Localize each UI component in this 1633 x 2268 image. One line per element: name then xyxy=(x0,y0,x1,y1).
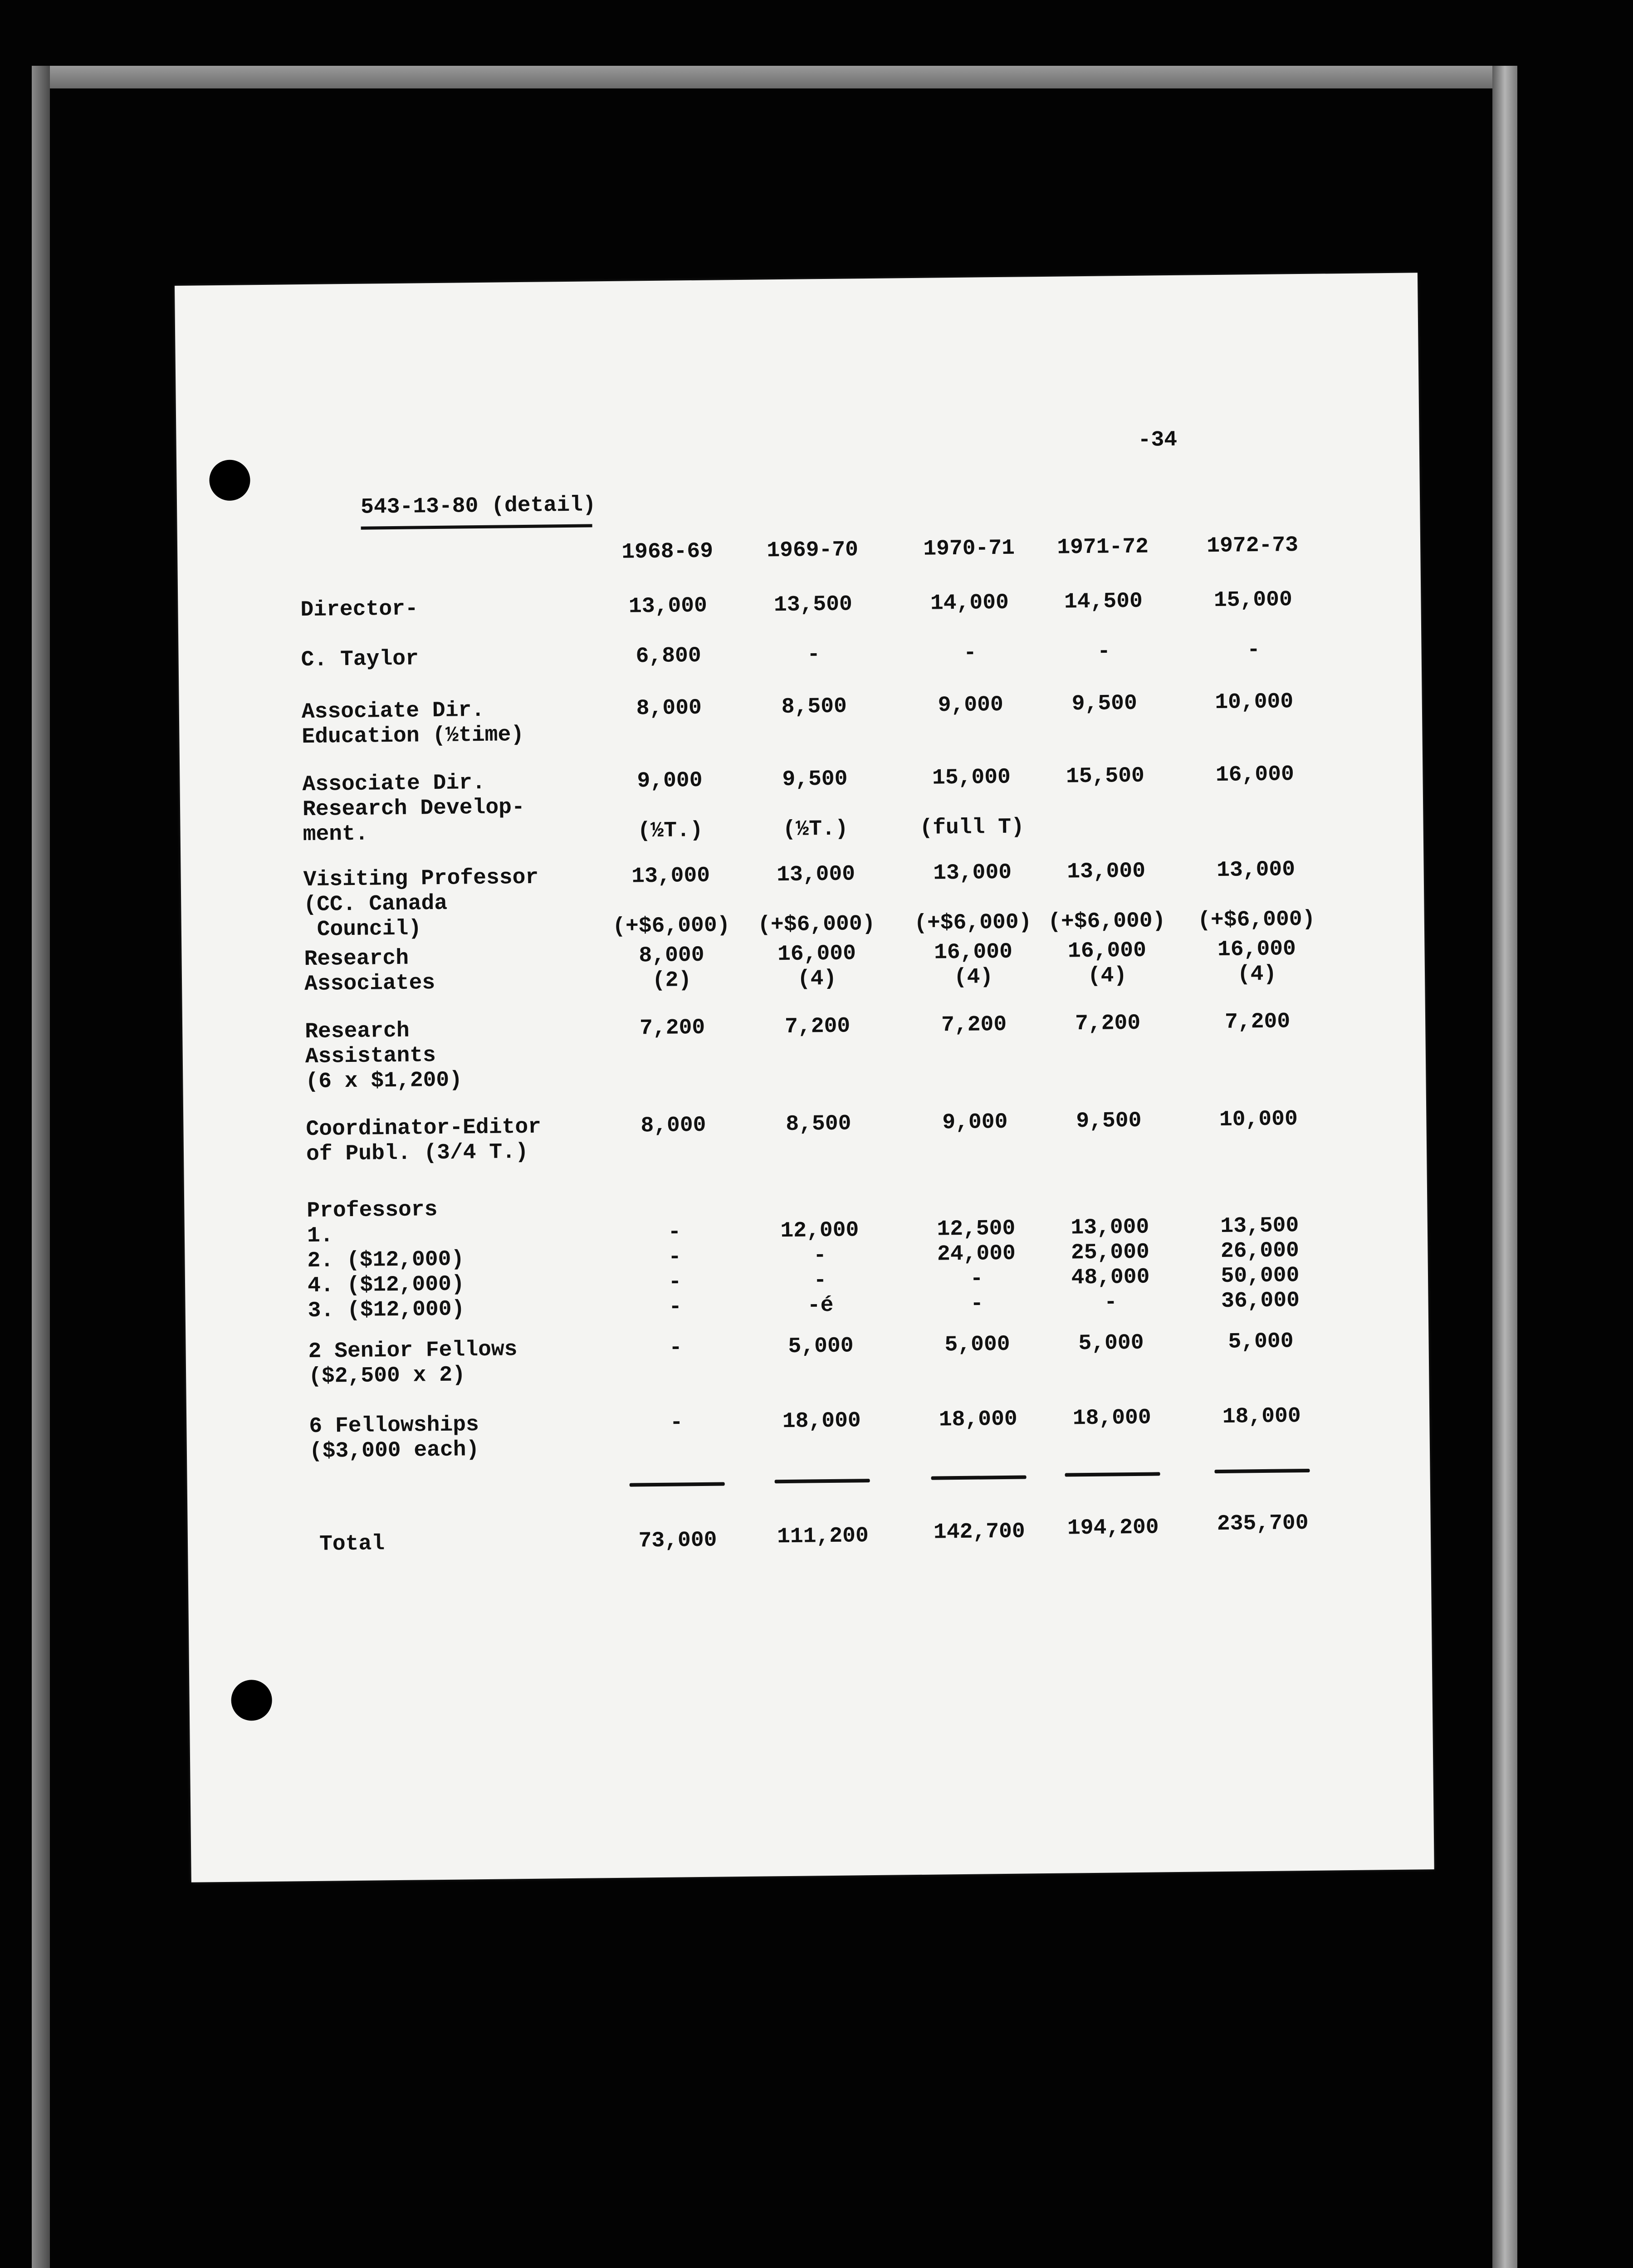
table-cell: (+$6,000) xyxy=(757,911,875,938)
table-cell: - xyxy=(669,1335,683,1360)
table-cell: - xyxy=(1097,639,1111,664)
row-label: Visiting Professor xyxy=(303,865,539,893)
row-label: Associate Dir. xyxy=(302,770,486,797)
table-cell: (2) xyxy=(652,968,692,993)
table-cell: - xyxy=(813,1243,827,1268)
table-cell: 5,000 xyxy=(944,1332,1010,1358)
table-cell: 50,000 xyxy=(1221,1263,1300,1289)
row-label: (CC. Canada xyxy=(303,891,448,918)
sum-rule xyxy=(1065,1472,1160,1476)
total-cell: 142,700 xyxy=(933,1519,1025,1545)
table-cell: 14,000 xyxy=(930,590,1009,616)
table-cell: - xyxy=(963,640,977,665)
table-cell: 13,000 xyxy=(776,862,856,888)
table-cell: 13,500 xyxy=(1220,1213,1299,1239)
table-cell: 13,000 xyxy=(1071,1215,1149,1241)
table-cell: -é xyxy=(807,1293,834,1318)
sum-rule xyxy=(775,1479,870,1483)
table-cell: - xyxy=(668,1295,682,1320)
year-header: 1969-70 xyxy=(767,538,859,563)
table-cell: 15,000 xyxy=(1213,587,1293,613)
heading-underline xyxy=(361,524,592,529)
table-cell: - xyxy=(668,1245,682,1270)
table-cell: - xyxy=(668,1270,682,1295)
table-cell: 10,000 xyxy=(1215,689,1294,715)
table-cell: (4) xyxy=(953,965,993,990)
row-label: Research Develop- xyxy=(302,795,525,822)
table-cell: 9,500 xyxy=(1071,691,1138,717)
table-cell: 9,500 xyxy=(1076,1108,1142,1134)
row-label: ($2,500 x 2) xyxy=(308,1363,466,1389)
year-header: 1968-69 xyxy=(621,539,714,565)
table-cell: 36,000 xyxy=(1221,1288,1300,1314)
table-cell: 8,500 xyxy=(781,694,847,720)
table-cell: 9,000 xyxy=(637,768,703,794)
film-frame-top xyxy=(32,66,1515,88)
table-cell: (½T.) xyxy=(637,818,703,844)
table-cell: 15,000 xyxy=(932,765,1011,791)
row-label: Associate Dir. xyxy=(301,698,485,725)
total-row xyxy=(175,273,1418,286)
table-cell: 16,000 xyxy=(1067,938,1147,964)
table-cell: 16,000 xyxy=(1217,937,1296,963)
row-label: 2 Senior Fellows xyxy=(308,1337,518,1364)
table-cell: 18,000 xyxy=(782,1408,861,1434)
table-cell: 7,200 xyxy=(1224,1009,1291,1035)
table-cell: - xyxy=(970,1266,983,1291)
table-cell: 48,000 xyxy=(1071,1265,1150,1290)
table-cell: (+$6,000) xyxy=(1197,907,1315,933)
table-cell: 18,000 xyxy=(939,1407,1017,1432)
table-cell: 7,200 xyxy=(639,1015,705,1041)
table-cell: 8,000 xyxy=(639,943,704,968)
table-cell: 26,000 xyxy=(1220,1238,1300,1264)
table-cell: - xyxy=(1247,637,1261,663)
page-number: -34 xyxy=(1138,427,1178,453)
row-label: Coordinator-Editor xyxy=(306,1114,542,1142)
row-label: 6 Fellowships xyxy=(309,1413,479,1439)
table-cell: (full T) xyxy=(919,815,1025,841)
table-cell: - xyxy=(807,642,821,667)
table-cell: - xyxy=(668,1220,681,1245)
table-cell: (+$6,000) xyxy=(914,910,1032,936)
sum-rule xyxy=(1214,1469,1310,1473)
year-header: 1970-71 xyxy=(923,536,1015,562)
section-heading: 543-13-80 (detail) xyxy=(360,493,596,520)
punch-hole-top xyxy=(209,459,250,501)
table-cell: 9,000 xyxy=(942,1110,1008,1135)
table-cell: - xyxy=(813,1268,827,1293)
sum-rule xyxy=(931,1475,1027,1480)
table-cell: 16,000 xyxy=(1215,762,1295,788)
table-cell: 5,000 xyxy=(788,1334,854,1359)
table-cell: 9,500 xyxy=(782,767,848,792)
film-frame-left xyxy=(32,66,50,2268)
table-cell: 25,000 xyxy=(1071,1240,1150,1266)
table-cell: 13,000 xyxy=(628,593,708,619)
table-cell: - xyxy=(670,1410,683,1435)
sum-rule xyxy=(630,1482,725,1486)
row-label: of Publ. (3/4 T.) xyxy=(306,1139,529,1167)
row-label: Council) xyxy=(303,916,422,943)
punch-hole-bottom xyxy=(231,1680,272,1721)
row-label: Director- xyxy=(300,596,419,623)
document-page xyxy=(175,273,1434,1882)
table-cell: 8,000 xyxy=(640,1113,706,1139)
table-cell: 18,000 xyxy=(1222,1404,1301,1429)
table-cell: 12,500 xyxy=(937,1216,1016,1242)
table-cell: 13,000 xyxy=(631,863,710,889)
total-cell: 235,700 xyxy=(1217,1510,1309,1537)
table-cell: 13,000 xyxy=(1216,857,1296,883)
total-cell: 73,000 xyxy=(638,1528,717,1554)
row-label: ($3,000 each) xyxy=(309,1437,479,1464)
table-cell: (4) xyxy=(1087,963,1127,989)
table-cell: 9,000 xyxy=(938,692,1004,718)
table-cell: 24,000 xyxy=(937,1241,1016,1267)
table-cell: 13,000 xyxy=(933,860,1012,886)
table-cell: 5,000 xyxy=(1078,1330,1144,1356)
year-header: 1971-72 xyxy=(1057,534,1149,560)
table-cell: 16,000 xyxy=(777,941,856,967)
row-label: Assistants xyxy=(305,1043,436,1070)
total-cell: 194,200 xyxy=(1067,1515,1159,1541)
table-cell: (+$6,000) xyxy=(1047,909,1166,934)
row-label: (6 x $1,200) xyxy=(305,1068,463,1095)
year-header: 1972-73 xyxy=(1207,533,1299,559)
table-cell: (½T.) xyxy=(782,816,848,842)
table-cell: 7,200 xyxy=(941,1012,1007,1038)
row-label: C. Taylor xyxy=(301,646,419,673)
table-cell: 14,500 xyxy=(1064,589,1143,615)
table-cell: 7,200 xyxy=(1075,1011,1141,1036)
total-cell: 111,200 xyxy=(777,1524,869,1549)
row-label: 3. ($12,000) xyxy=(308,1297,465,1324)
table-cell: 6,800 xyxy=(636,643,701,669)
table-cell: 13,500 xyxy=(773,592,853,618)
table-cell: 13,000 xyxy=(1066,859,1146,885)
table-cell: 16,000 xyxy=(934,939,1013,965)
table-cell: 15,500 xyxy=(1066,763,1145,789)
table-cell: - xyxy=(970,1291,984,1316)
budget-table xyxy=(175,273,1418,286)
row-label: 1. xyxy=(307,1223,333,1249)
table-cell: (4) xyxy=(1237,962,1277,987)
year-header-row xyxy=(175,273,1418,286)
row-label: 2. ($12,000) xyxy=(307,1247,464,1274)
table-cell: - xyxy=(1104,1290,1118,1315)
row-label: Associates xyxy=(304,971,435,997)
table-cell: 12,000 xyxy=(780,1218,859,1244)
table-cell: 7,200 xyxy=(784,1014,851,1040)
table-cell: 8,500 xyxy=(786,1111,851,1137)
row-label: ment. xyxy=(303,821,368,847)
row-label: 4. ($12,000) xyxy=(307,1272,465,1299)
row-label: Education (½time) xyxy=(302,722,524,750)
total-label: Total xyxy=(319,1531,385,1557)
table-cell: 18,000 xyxy=(1072,1405,1151,1431)
table-cell: (+$6,000) xyxy=(612,913,730,939)
table-cell: 5,000 xyxy=(1228,1329,1294,1354)
table-cell: 10,000 xyxy=(1219,1107,1298,1132)
row-label: Research xyxy=(304,946,409,972)
row-label: Research xyxy=(304,1018,410,1045)
table-cell: 8,000 xyxy=(636,695,702,721)
film-frame-right xyxy=(1492,66,1517,2268)
table-cell: (4) xyxy=(797,966,837,992)
row-label: Professors xyxy=(307,1198,438,1224)
